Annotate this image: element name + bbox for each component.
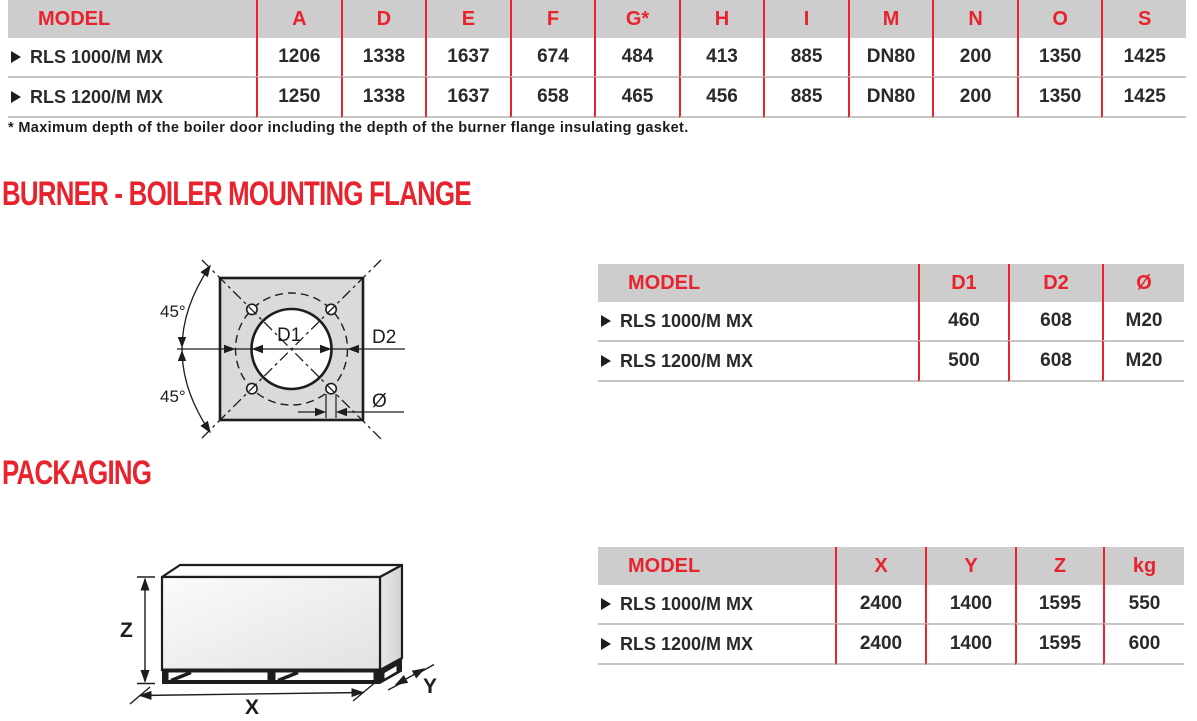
- cell-d1: 500: [918, 340, 1008, 382]
- cell-d1: 460: [918, 302, 1008, 340]
- cell-g: 465: [594, 76, 679, 118]
- dimensions-table: [8, 0, 1186, 118]
- cell-kg: 600: [1103, 623, 1184, 665]
- dimensions-table-header-row: [8, 0, 1186, 38]
- column-header-d1: D1: [918, 264, 1008, 302]
- packaging-diagram: [93, 540, 478, 721]
- flange-table-header-row: [598, 264, 1184, 302]
- cell-h: 413: [679, 38, 764, 76]
- cell-a: 1250: [256, 76, 341, 118]
- cell-f: 674: [510, 38, 595, 76]
- cell-i: 885: [763, 38, 848, 76]
- model-name: RLS 1200/M MX: [30, 86, 164, 107]
- model-name: RLS 1000/M MX: [620, 593, 754, 614]
- cell-o: 1350: [1017, 76, 1102, 118]
- model-name: RLS 1200/M MX: [620, 633, 754, 654]
- d1-label: D1: [277, 325, 302, 346]
- footnote: * Maximum depth of the boiler door including the depth of the burner flange insulating gasket.: [8, 120, 689, 136]
- section-title-packaging: PACKAGING: [2, 454, 152, 492]
- model-name-cell: [598, 585, 835, 623]
- model-name-cell: [598, 340, 918, 382]
- model-name-cell: [598, 302, 918, 340]
- cell-x: 2400: [835, 623, 925, 665]
- table-row: [8, 38, 1186, 76]
- column-header-y: Y: [925, 547, 1015, 585]
- cell-i: 885: [763, 76, 848, 118]
- cell-o: 1350: [1017, 38, 1102, 76]
- section-title-mounting-flange: BURNER - BOILER MOUNTING FLANGE: [2, 175, 471, 213]
- model-name-cell: [8, 76, 256, 118]
- table-row: [598, 340, 1184, 382]
- crate-front-face: [162, 577, 380, 670]
- column-header-e: E: [425, 0, 510, 38]
- cell-g: 484: [594, 38, 679, 76]
- column-header-x: X: [835, 547, 925, 585]
- column-header-i: I: [763, 0, 848, 38]
- column-header-s: S: [1101, 0, 1186, 38]
- cell-bolt: M20: [1102, 340, 1184, 382]
- model-name: RLS 1000/M MX: [30, 46, 164, 67]
- angle-label-top: 45°: [160, 302, 186, 321]
- table-row: [598, 302, 1184, 340]
- mounting-flange-diagram: [146, 246, 481, 451]
- column-header-m: M: [848, 0, 933, 38]
- cell-kg: 550: [1103, 585, 1184, 623]
- cell-y: 1400: [925, 623, 1015, 665]
- cell-x: 2400: [835, 585, 925, 623]
- model-name-cell: [598, 623, 835, 665]
- row-marker-icon: [601, 355, 611, 367]
- x-label: X: [245, 696, 260, 719]
- cell-e: 1637: [425, 38, 510, 76]
- model-name: RLS 1200/M MX: [620, 350, 754, 371]
- column-header-model: MODEL: [598, 264, 918, 302]
- column-header-n: N: [932, 0, 1017, 38]
- cell-m: DN80: [848, 38, 933, 76]
- cell-a: 1206: [256, 38, 341, 76]
- column-header-a: A: [256, 0, 341, 38]
- row-marker-icon: [11, 51, 21, 63]
- row-marker-icon: [11, 91, 21, 103]
- cell-h: 456: [679, 76, 764, 118]
- column-header-f: F: [510, 0, 595, 38]
- cell-d: 1338: [341, 38, 426, 76]
- column-header-g: G*: [594, 0, 679, 38]
- cell-n: 200: [932, 38, 1017, 76]
- column-header-z: Z: [1015, 547, 1103, 585]
- z-dimension: [137, 577, 155, 684]
- column-header-kg: kg: [1103, 547, 1184, 585]
- column-header-model: MODEL: [598, 547, 835, 585]
- cell-d: 1338: [341, 76, 426, 118]
- cell-bolt: M20: [1102, 302, 1184, 340]
- flange-table: [598, 264, 1184, 382]
- cell-d2: 608: [1008, 302, 1102, 340]
- cell-z: 1595: [1015, 585, 1103, 623]
- row-marker-icon: [601, 315, 611, 327]
- column-header-o: O: [1017, 0, 1102, 38]
- cell-m: DN80: [848, 76, 933, 118]
- column-header-d2: D2: [1008, 264, 1102, 302]
- cell-s: 1425: [1101, 76, 1186, 118]
- d2-label: D2: [372, 327, 397, 348]
- cell-y: 1400: [925, 585, 1015, 623]
- cell-n: 200: [932, 76, 1017, 118]
- z-label: Z: [120, 619, 133, 642]
- model-name-cell: [8, 38, 256, 76]
- column-header-d: D: [341, 0, 426, 38]
- cell-d2: 608: [1008, 340, 1102, 382]
- y-label: Y: [423, 675, 438, 698]
- column-header-bolt-diameter: Ø: [1102, 264, 1184, 302]
- table-row: [8, 76, 1186, 118]
- row-marker-icon: [601, 598, 611, 610]
- table-row: [598, 585, 1184, 623]
- cell-f: 658: [510, 76, 595, 118]
- packaging-table: [598, 547, 1184, 665]
- crate-side-face: [380, 565, 402, 670]
- row-marker-icon: [601, 638, 611, 650]
- crate-top-face: [162, 565, 402, 577]
- bolt-diameter-label: Ø: [372, 391, 387, 412]
- column-header-model: MODEL: [8, 0, 256, 38]
- cell-e: 1637: [425, 76, 510, 118]
- packaging-table-header-row: [598, 547, 1184, 585]
- model-name: RLS 1000/M MX: [620, 310, 754, 331]
- angle-label-bottom: 45°: [160, 387, 186, 406]
- cell-s: 1425: [1101, 38, 1186, 76]
- column-header-h: H: [679, 0, 764, 38]
- cell-z: 1595: [1015, 623, 1103, 665]
- table-row: [598, 623, 1184, 665]
